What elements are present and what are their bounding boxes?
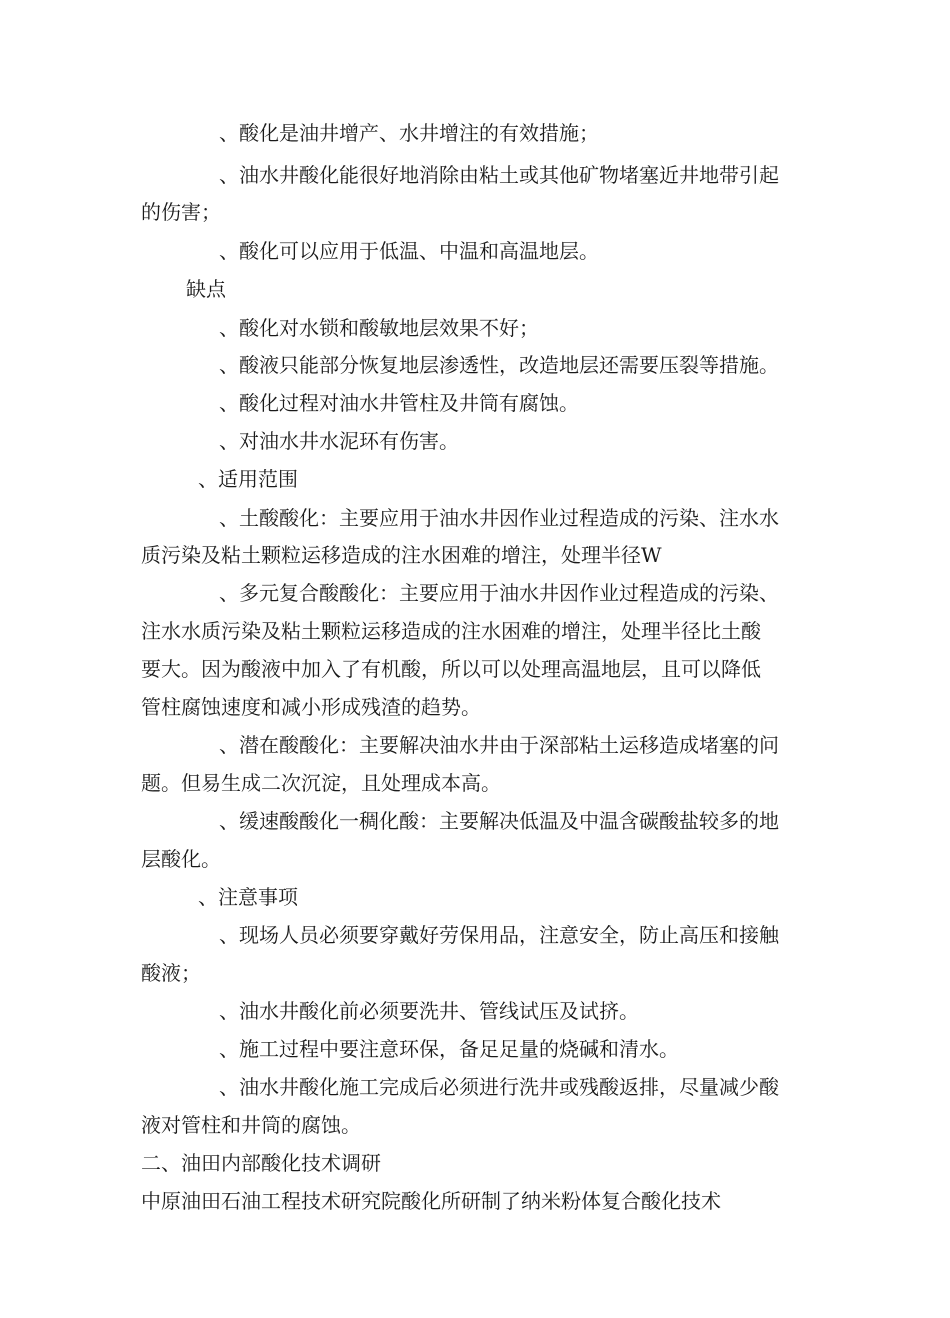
section-heading: 、适用范围	[198, 467, 298, 491]
text-line: 、油水井酸化前必须要洗井、管线试压及试挤。	[219, 999, 639, 1023]
text-line: 、酸化对水锁和酸敏地层效果不好；	[219, 316, 539, 340]
text-line: 、土酸酸化：主要应用于油水井因作业过程造成的污染、注水水	[219, 506, 779, 530]
text-line: 、现场人员必须要穿戴好劳保用品，注意安全，防止高压和接触	[219, 923, 779, 947]
section-heading: 、注意事项	[198, 885, 298, 909]
text-line: 、油水井酸化施工完成后必须进行洗井或残酸返排，尽量减少酸	[219, 1075, 779, 1099]
text-line: 、酸化可以应用于低温、中温和高温地层。	[219, 239, 599, 263]
text-line: 、酸液只能部分恢复地层渗透性，改造地层还需要压裂等措施。	[219, 353, 779, 377]
text-line: 、潜在酸酸化：主要解决油水井由于深部粘土运移造成堵塞的问	[219, 733, 779, 757]
text-line: 质污染及粘土颗粒运移造成的注水困难的增注，处理半径W	[141, 543, 662, 567]
text-line: 、缓速酸酸化一稠化酸：主要解决低温及中温含碳酸盐较多的地	[219, 809, 779, 833]
text-line: 注水水质污染及粘土颗粒运移造成的注水困难的增注，处理半径比土酸	[141, 619, 761, 643]
text-line: 、多元复合酸酸化：主要应用于油水井因作业过程造成的污染、	[219, 581, 779, 605]
section-heading: 二、油田内部酸化技术调研	[141, 1151, 381, 1175]
text-line: 、对油水井水泥环有伤害。	[219, 429, 459, 453]
text-line: 酸液；	[141, 961, 201, 985]
text-line: 、酸化过程对油水井管柱及井筒有腐蚀。	[219, 391, 579, 415]
text-line: 、施工过程中要注意环保，备足足量的烧碱和清水。	[219, 1037, 679, 1061]
text-line: 的伤害；	[141, 200, 221, 224]
text-line: 液对管柱和井筒的腐蚀。	[141, 1113, 361, 1137]
text-line: 、油水井酸化能很好地消除由粘土或其他矿物堵塞近井地带引起	[219, 163, 779, 187]
text-line: 要大。因为酸液中加入了有机酸，所以可以处理高温地层，且可以降低	[141, 657, 761, 681]
text-line: 层酸化。	[141, 847, 221, 871]
text-line: 题。但易生成二次沉淀，且处理成本高。	[141, 771, 501, 795]
text-line: 、酸化是油井增产、水井增注的有效措施；	[219, 121, 599, 145]
text-line: 管柱腐蚀速度和减小形成残渣的趋势。	[141, 695, 481, 719]
text-line: 中原油田石油工程技术研究院酸化所研制了纳米粉体复合酸化技术	[141, 1189, 721, 1213]
section-label: 缺点	[186, 277, 226, 301]
